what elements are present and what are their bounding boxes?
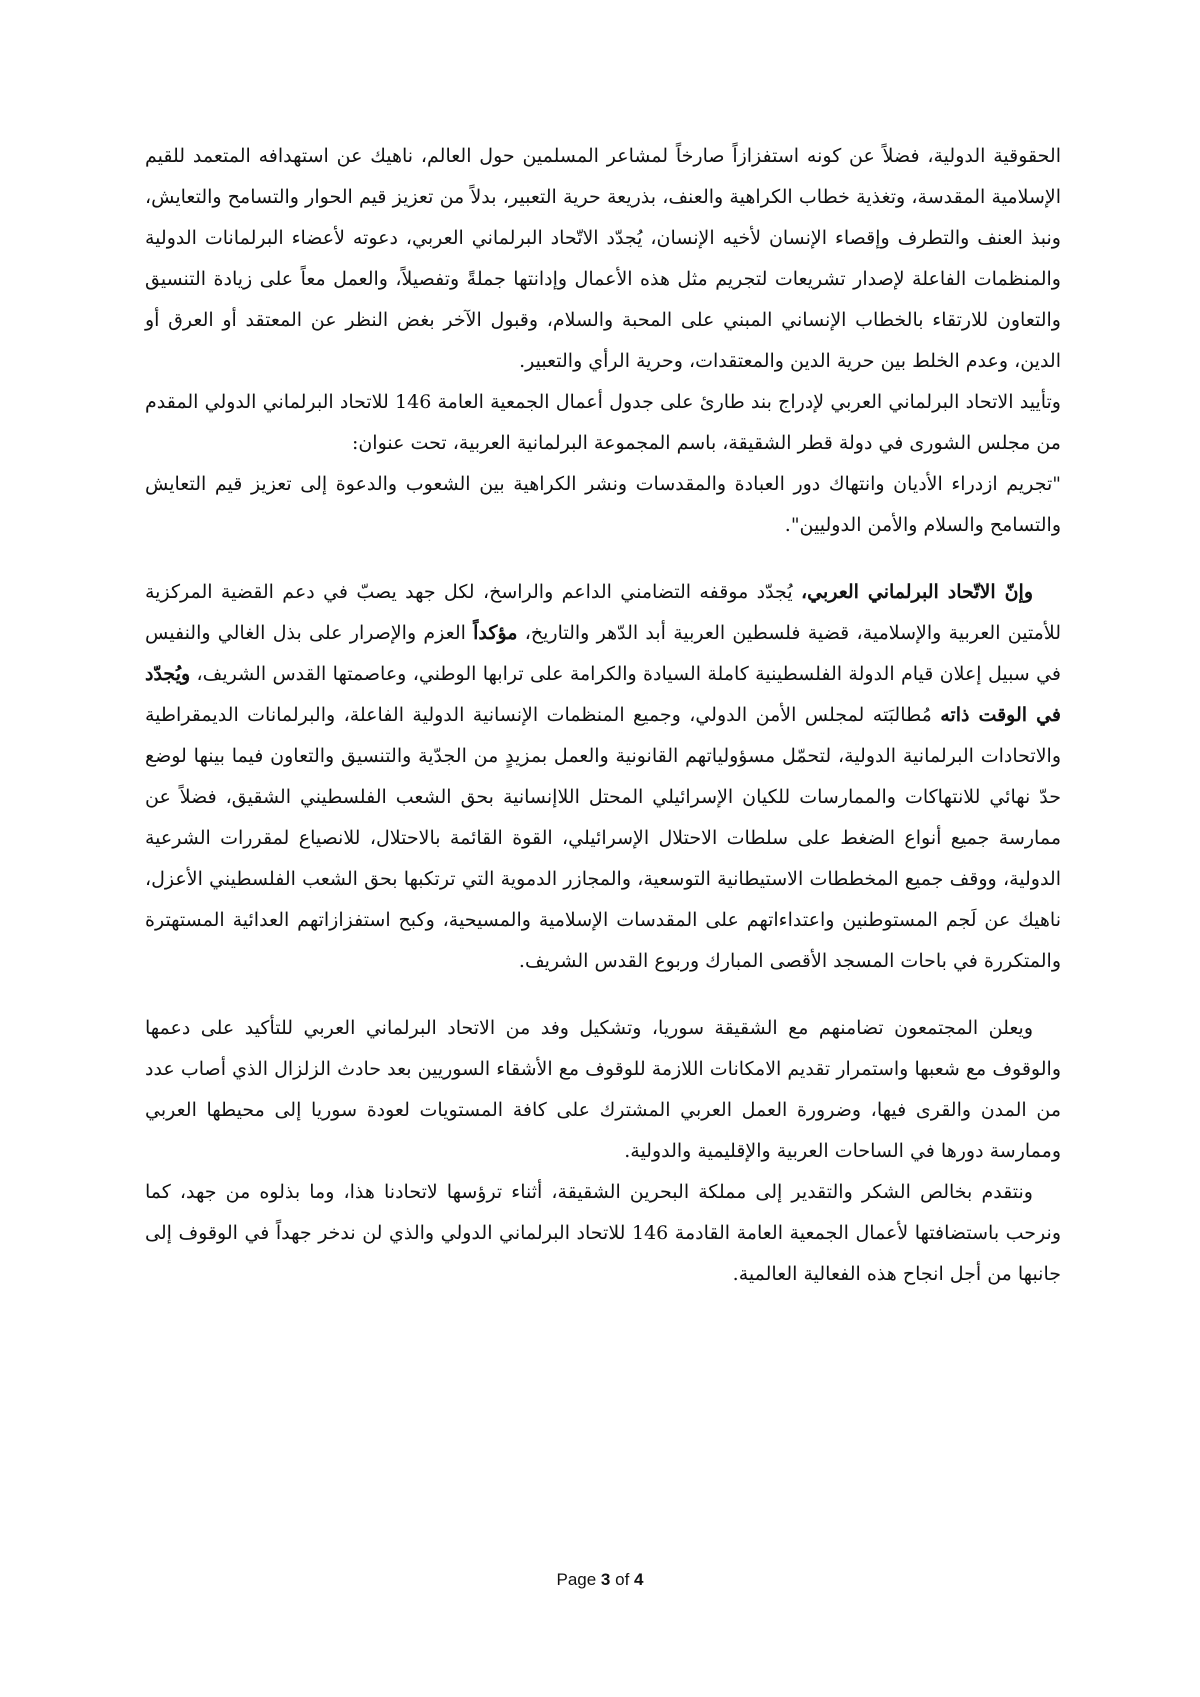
footer-page-total: 4 [634, 1570, 644, 1589]
paragraph-3-quote: "تجريم ازدراء الأديان وانتهاك دور العبادة والمقدسات ونشر الكراهية بين الشعوب والدعوة إلى تعزيز قيم التعايش والتسامح والسلام والأمن الدوليين". [145, 473, 1061, 536]
paragraph-5: ويعلن المجتمعون تضامنهم مع الشقيقة سوريا، وتشكيل وفد من الاتحاد البرلماني العربي للتأكيد على دعمها والوقوف مع شعبها واستمرار تقديم الامكانات اللازمة للوقوف مع الأشقاء السوريين بعد حادث الزلزال الذي أصاب عدد من المدن والقرى فيها، وضرورة العمل العربي المشترك على كافة المستويات لعودة سوريا إلى محيطها العربي وممارسة دورها في الساحات العربية والإقليمية والدولية. [145, 1017, 1061, 1162]
paragraph-6: ونتقدم بخالص الشكر والتقدير إلى مملكة البحرين الشقيقة، أثناء ترؤسها لاتحادنا هذا، وما بذلوه من جهد، كما ونرحب باستضافتها لأعمال الجمعية العامة القادمة 146 للاتحاد البرلماني الدولي والذي لن ندخر جهداً في الوقوف إلى جانبها من أجل انجاح هذه الفعالية العالمية. [145, 1181, 1061, 1285]
document-body [145, 136, 1061, 1295]
paragraph-4-lead: وإنّ الاتّحاد البرلماني العربي، [800, 581, 1033, 603]
paragraph-1: الحقوقية الدولية، فضلاً عن كونه استفزازاً صارخاً لمشاعر المسلمين حول العالم، ناهيك عن استهدافه المتعمد للقيم الإسلامية المقدسة، وتغذية خطاب الكراهية والعنف، بذريعة حرية التعبير، بدلاً من تعزيز قيم الحوار والتسامح والتعايش، ونبذ العنف والتطرف وإقصاء الإنسان لأخيه الإنسان، يُجدّد الاتّحاد البرلماني العربي، دعوته لأعضاء البرلمانات الدولية والمنظمات الفاعلة لإصدار تشريعات لتجريم مثل هذه الأعمال وإدانتها جملةً وتفصيلاً، والعمل معاً على زيادة التنسيق والتعاون للارتقاء بالخطاب الإنساني المبني على المحبة والسلام، وقبول الآخر بغض النظر عن المعتقد أو العرق أو الدين، وعدم الخلط بين حرية الدين والمعتقدات، وحرية الرأي والتعبير. [145, 145, 1061, 372]
paragraph-4 [145, 572, 1061, 982]
paragraph-2: وتأييد الاتحاد البرلماني العربي لإدراج بند طارئ على جدول أعمال الجمعية العامة 146 للاتحاد البرلماني الدولي المقدم من مجلس الشورى في دولة قطر الشقيقة، باسم المجموعة البرلمانية العربية، تحت عنوان: [145, 391, 1061, 454]
paragraph-4-emphasis-2: ويُجدّد في الوقت ذاته [145, 663, 1061, 726]
paragraph-4-emphasis-1: مؤكداً [473, 622, 518, 644]
footer-page-word: Page [556, 1570, 597, 1589]
paragraph-4-text-1: يُجدّد موقفه التضامني الداعم والراسخ، لكل جهد يصبّ في دعم القضية المركزية للأمتين العربية والإسلامية، قضية فلسطين العربية أبد الدّهر والتاريخ، [145, 581, 1061, 644]
paragraph-4-text-2: العزم والإصرار على بذل الغالي والنفيس في سبيل إعلان قيام الدولة الفلسطينية كاملة السيادة والكرامة على ترابها الوطني، وعاصمتها القدس الشريف، [145, 622, 1061, 685]
paragraph-4-text-3: مُطالبَته لمجلس الأمن الدولي، وجميع المنظمات الإنسانية الدولية الفاعلة، والبرلمانات الديمقراطية والاتحادات البرلمانية الدولية، لتحمّل مسؤولياتهم القانونية والعمل بمزيدٍ من الجدّية والتنسيق والتعاون فيما بينها لوضع حدّ نهائي للانتهاكات والممارسات للكيان الإسرائيلي المحتل اللاإنسانية بحق الشعب الفلسطيني الشقيق، فضلاً عن ممارسة جميع أنواع الضغط على سلطات الاحتلال الإسرائيلي، القوة القائمة بالاحتلال، للانصياع لمقررات الشرعية الدولية، ووقف جميع المخططات الاستيطانية التوسعية، والمجازر الدموية التي ترتكبها بحق الشعب الفلسطيني الأعزل، ناهيك عن لَجم المستوطنين واعتداءاتهم على المقدسات الإسلامية والمسيحية، وكبح استفزازاتهم العدائية المستهترة والمتكررة في باحات المسجد الأقصى المبارك وربوع القدس الشريف. [145, 704, 1061, 972]
footer-page-number: 3 [600, 1570, 611, 1589]
footer-of-word: of [615, 1570, 630, 1589]
page-footer [0, 1570, 1200, 1590]
